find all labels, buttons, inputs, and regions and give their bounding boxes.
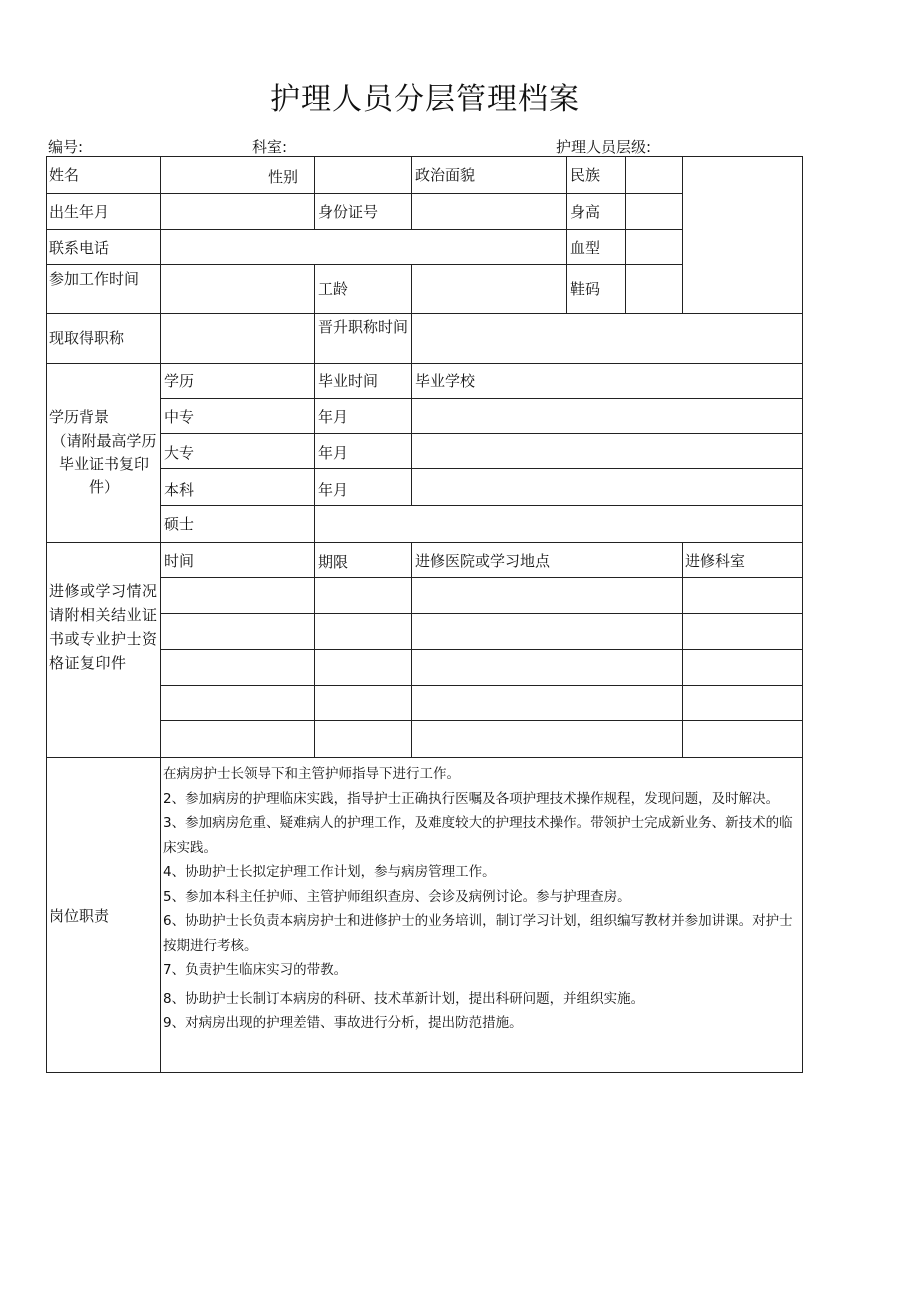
department-label: 科室: [252, 138, 288, 156]
grad-time-header: 毕业时间 [318, 372, 379, 390]
education-label: 学历背景 [49, 408, 110, 426]
duty-item: 4、协助护士长拟定护理工作计划，参与病房管理工作。 [163, 864, 496, 880]
name-label: 姓名 [49, 166, 80, 184]
training-time-header: 时间 [164, 552, 195, 570]
training-label: 进修或学习情况请附相关结业证书或专业护士资格证复印件 [49, 582, 158, 672]
gender-label: 性别 [268, 168, 299, 186]
duty-item: 2、参加病房的护理临床实践，指导护士正确执行医嘱及各项护理技术操作规程，发现问题，及时解决。 [163, 790, 780, 807]
education-note: （请附最高学历毕业证书复印件） [51, 432, 157, 496]
time-secondary: 年月 [318, 408, 349, 426]
blood-label: 血型 [570, 239, 601, 257]
duties-label: 岗位职责 [49, 907, 110, 925]
school-header: 毕业学校 [415, 372, 476, 390]
page-title: 护理人员分层管理档案 [270, 82, 580, 117]
duty-item: 3、参加病房危重、疑难病人的护理工作，及难度较大的护理技术操作。带领护士完成新业务、新技术的临床实践。 [163, 815, 793, 856]
ethnicity-label: 民族 [570, 166, 601, 184]
training-dept-header: 进修科室 [685, 552, 746, 570]
duty-item: 7、负责护生临床实习的带教。 [163, 962, 348, 978]
work-start-label: 参加工作时间 [49, 270, 140, 288]
shoe-size-label: 鞋码 [570, 280, 601, 298]
time-bachelor: 年月 [318, 481, 349, 499]
degree-secondary: 中专 [164, 408, 195, 426]
duty-item: 5、参加本科主任护师、主管护师组织查房、会诊及病例讨论。参与护理查房。 [163, 888, 631, 905]
degree-master: 硕士 [164, 515, 195, 533]
seniority-label: 工龄 [318, 280, 349, 298]
birth-label: 出生年月 [49, 203, 110, 221]
politics-label: 政治面貌 [415, 166, 476, 184]
duty-item: 8、协助护士长制订本病房的科研、技术革新计划，提出科研问题，并组织实施。 [163, 990, 645, 1007]
number-label: 编号: [48, 138, 84, 156]
phone-label: 联系电话 [49, 239, 110, 257]
height-label: 身高 [570, 203, 601, 221]
duty-item: 6、协助护士长负责本病房护士和进修护士的业务培训，制订学习计划，组织编写教材并参加讲课。对护士按期进行考核。 [163, 913, 793, 954]
degree-college: 大专 [164, 444, 195, 462]
title-now-label: 现取得职称 [49, 329, 125, 347]
degree-header: 学历 [164, 372, 195, 390]
duty-item: 在病房护士长领导下和主管护师指导下进行工作。 [163, 766, 460, 782]
level-label: 护理人员层级: [556, 138, 652, 156]
id-number-label: 身份证号 [318, 203, 379, 221]
duty-item: 9、对病房出现的护理差错、事故进行分析，提出防范措施。 [163, 1015, 523, 1031]
time-college: 年月 [318, 444, 349, 462]
training-period-header: 期限 [318, 553, 349, 571]
training-place-header: 进修医院或学习地点 [415, 552, 551, 570]
degree-bachelor: 本科 [164, 481, 195, 499]
duties-list [163, 762, 799, 1036]
promotion-label: 晋升职称时间 [318, 318, 409, 336]
